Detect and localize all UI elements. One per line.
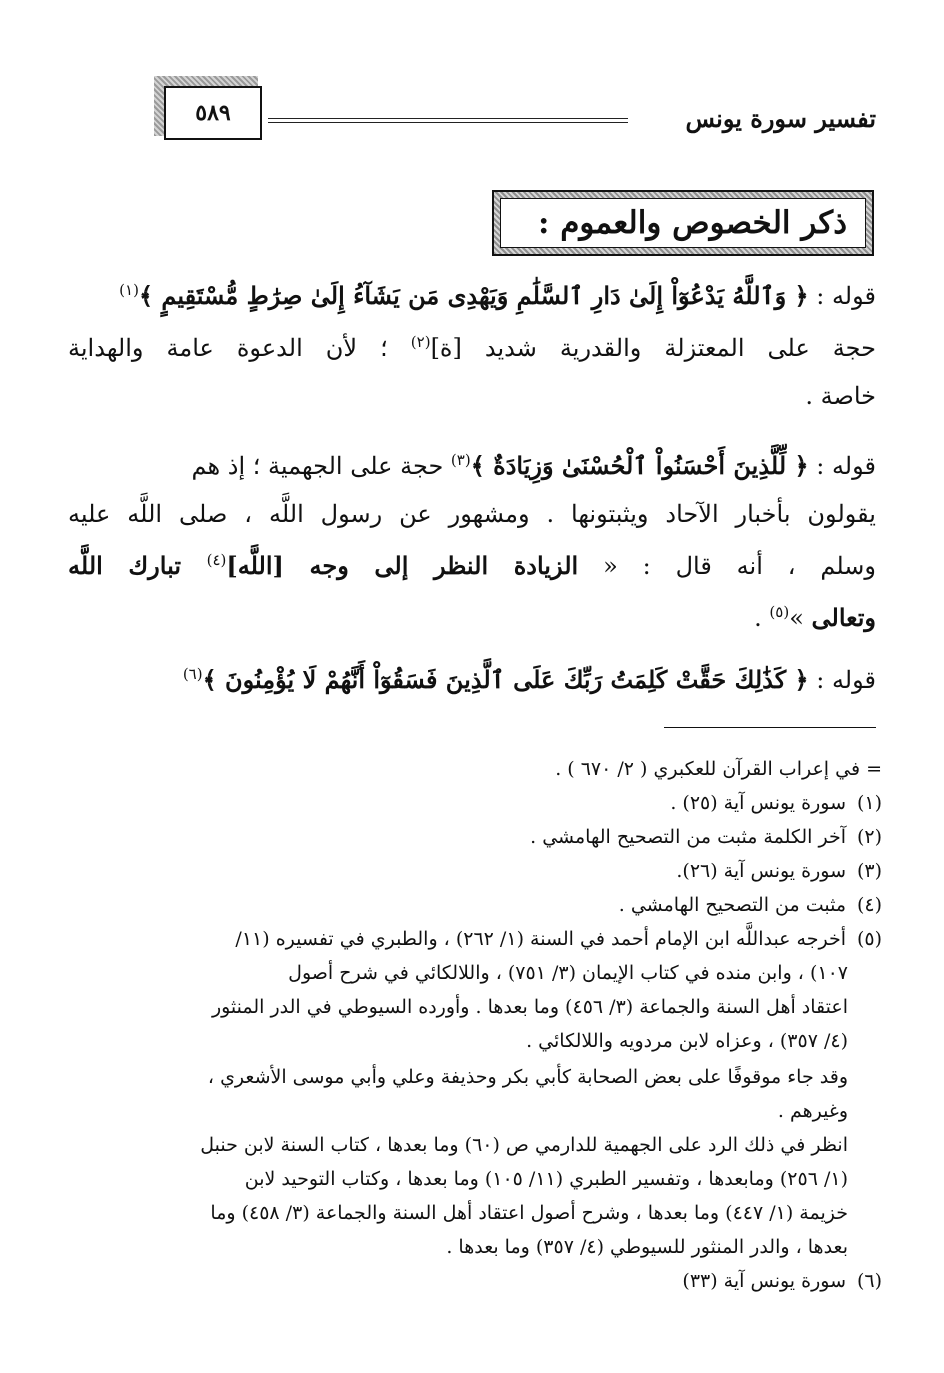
body-text: . [754,604,770,632]
lead-word: قوله : [808,452,876,480]
footnote-number: (٥) [856,928,882,950]
footnote-number: (٣) [856,860,882,882]
footnote-text: آخر الكلمة مثبت من التصحيح الهامشي . [530,826,846,848]
body-text: حجة على المعتزلة والقدرية شديد [ة] [430,334,877,362]
footnote-ref: (٣) [450,451,471,469]
paragraph-1-line-2 [68,326,876,370]
footnote-ref: (٦) [182,665,203,683]
header-rule [268,118,628,123]
footnote-1 [64,786,882,820]
footnote-text: سورة يونس آية (٢٥) . [670,792,846,814]
footnote-number: (٦) [856,1270,882,1292]
footnote-number: (٤) [856,894,882,916]
footnote-5-line: وغيرهم . [777,1100,848,1122]
paragraph-1-line-3: خاصة . [805,382,876,410]
footnote-text: سورة يونس آية (٣٣) [682,1270,846,1292]
footnote-ref: (٢) [410,333,431,351]
paragraph-2-line-2: يقولون بأخبار الآحاد ويثبتونها . ومشهور عن رسول اللَّه ، صلى اللَّه عليه [68,500,876,528]
footnote-number: (١) [856,792,882,814]
footnote-separator [664,727,876,728]
page-number-box [154,76,266,144]
section-heading: ذكر الخصوص والعموم : [500,198,866,248]
footnote-ref: (٤) [206,551,227,569]
paragraph-2-line-1 [68,444,876,488]
footnote-text: سورة يونس آية (٢٦). [676,860,846,882]
hadith-text: الزيادة النظر إلى وجه [اللَّه] [226,551,579,580]
section-heading-box [492,190,874,256]
body-text: ؛ لأن الدعوة عامة والهداية [68,334,411,362]
lead-word: قوله : [808,666,876,694]
page-number: ٥٨٩ [164,86,262,140]
footnote-5-line: (١/ ٢٥٦) ومابعدها ، وتفسير الطبري (١١/ ١٠٥) وما بعدها ، وكتاب التوحيد لابن [244,1168,848,1190]
running-title: تفسير سورة يونس [685,104,876,133]
body-text: » [789,604,812,632]
footnote-6 [64,1264,882,1298]
footnote-5-line: (٤/ ٣٥٧) ، وعزاه لابن مردويه واللالكائي . [526,1030,848,1052]
hadith-text: تبارك اللَّه [68,551,207,580]
footnote-5-line: ١٠٧) ، وابن منده في كتاب الإيمان (٣/ ٧٥١) ، واللالكائي في شرح أصول [288,962,848,984]
footnote-text: أخرجه عبداللَّه ابن الإمام أحمد في السنة (١/ ٢٦٢) ، والطبري في تفسيره (١١/ [235,928,846,950]
paragraph-3-line-1 [68,658,876,702]
quran-verse: ﴿ وَٱللَّهُ يَدْعُوٓاْ إِلَىٰ دَارِ ٱلسَّلَٰمِ وَيَهْدِى مَن يَشَآءُ إِلَىٰ صِرَٰطٍ مُّسْتَقِيمٍ ﴾ [138,281,809,310]
footnote-ref: (٥) [769,603,790,621]
footnote-5-line: بعدها ، والدر المنثور للسيوطي (٤/ ٣٥٧) وما بعدها . [446,1236,848,1258]
footnote-4 [64,888,882,922]
paragraph-1-line-1 [68,274,876,318]
footnote-5-line: خزيمة (١/ ٤٤٧) وما بعدها ، وشرح أصول اعتقاد أهل السنة والجماعة (٣/ ٤٥٨) وما [210,1202,848,1224]
paragraph-2-line-3 [68,544,876,588]
footnote-5-line: انظر في ذلك الرد على الجهمية للدارمي ص (٦٠) وما بعدها ، كتاب السنة لابن حنبل [200,1134,848,1156]
body-text: حجة على الجهمية ؛ إذ هم [191,452,451,480]
hadith-text: وتعالى [811,603,876,632]
quran-verse: ﴿ لِّلَّذِينَ أَحْسَنُواْ ٱلْحُسْنَىٰ وَزِيَادَةٌ ﴾ [470,451,809,480]
footnote-ref: (١) [119,281,139,299]
quran-verse: ﴿ كَذَٰلِكَ حَقَّتْ كَلِمَتُ رَبِّكَ عَلَى ٱلَّذِينَ فَسَقُوٓاْ أَنَّهُمْ لَا يُؤْمِنُونَ ﴾ [202,665,809,694]
footnote-5 [64,922,882,956]
footnote-carryover: = في إعراب القرآن للعكبري ( ٢/ ٦٧٠ ) . [555,758,882,780]
lead-word: قوله : [808,282,876,310]
footnote-5-line: اعتقاد أهل السنة والجماعة (٣/ ٤٥٦) وما بعدها . وأورده السيوطي في الدر المنثور [211,996,848,1018]
body-text: وسلم ، أنه قال : « [578,552,877,580]
footnote-2 [64,820,882,854]
paragraph-2-line-4 [68,596,876,640]
footnote-3 [64,854,882,888]
footnote-number: (٢) [856,826,882,848]
footnote-text: مثبت من التصحيح الهامشي . [618,894,846,916]
footnote-5-line: وقد جاء موقوفًا على بعض الصحابة كأبي بكر وحذيفة وعلي وأبي موسى الأشعري ، [207,1066,848,1088]
